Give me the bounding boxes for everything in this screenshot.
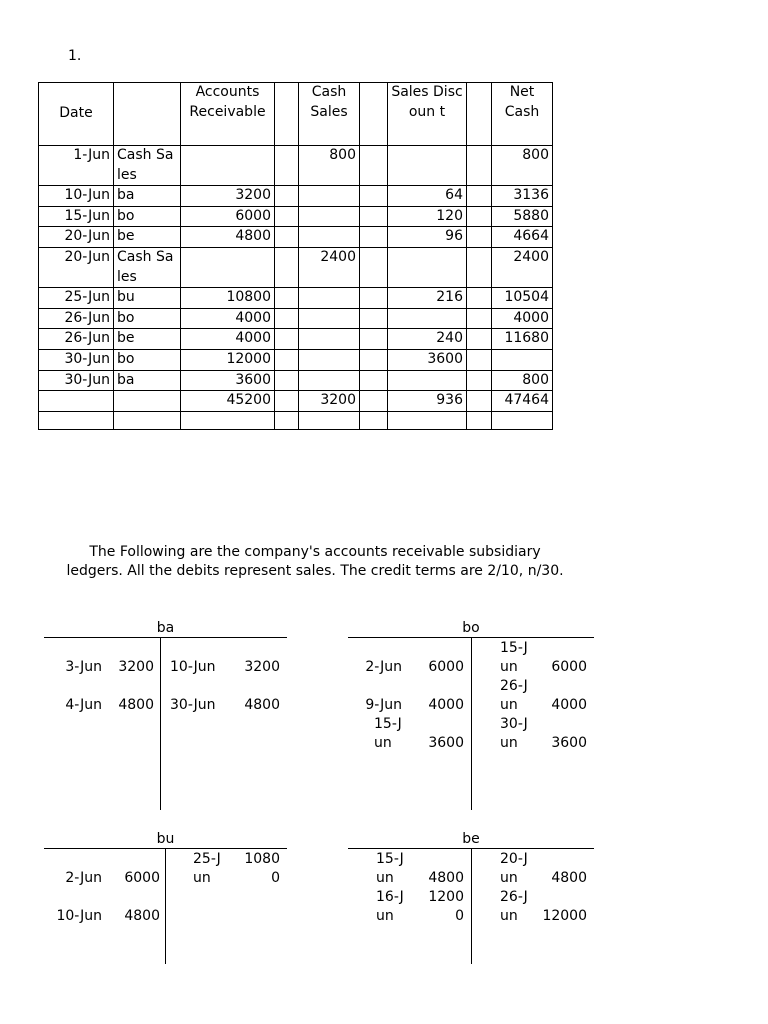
journal-row [39, 247, 553, 287]
cell-sales-discount: 3600 [388, 349, 467, 370]
credit-amount: 4800 [244, 697, 280, 713]
debit-date: 9-Jun [365, 697, 402, 713]
journal-row [39, 329, 553, 350]
cell-spacer [467, 186, 492, 207]
t-account-title: bo [462, 620, 480, 636]
credit-date: 26-Jun [500, 678, 528, 713]
cell-date: 20-Jun [39, 227, 114, 248]
cell-spacer [275, 288, 299, 309]
debit-amount: 6000 [124, 870, 160, 886]
cell-spacer [360, 329, 388, 350]
debit-date: 16-Jun [376, 889, 404, 924]
debit-date: 4-Jun [65, 697, 102, 713]
t-account-title: be [462, 831, 480, 847]
debit-date: 2-Jun [65, 870, 102, 886]
cell-accounts-receivable: 45200 [181, 391, 275, 412]
cell-date: 25-Jun [39, 288, 114, 309]
cell-account: Cash Sales [114, 247, 181, 287]
cell-date: 10-Jun [39, 186, 114, 207]
cell-date [39, 391, 114, 412]
cell-spacer [467, 288, 492, 309]
credit-amount: 3200 [244, 659, 280, 675]
cell-spacer [360, 308, 388, 329]
cell-accounts-receivable [181, 247, 275, 287]
journal-row [39, 186, 553, 207]
cell-spacer [467, 206, 492, 227]
cell-net-cash: 47464 [492, 391, 553, 412]
cell-accounts-receivable: 10800 [181, 288, 275, 309]
debit-amount: 4800 [118, 697, 154, 713]
credit-amount: 4000 [551, 697, 587, 713]
cell-account: bo [114, 308, 181, 329]
t-account-divider [160, 637, 161, 810]
t-account-divider [165, 848, 166, 964]
credit-date: 30-Jun [500, 716, 528, 751]
cell-cash-sales [299, 227, 360, 248]
t-account-bu [44, 831, 287, 965]
credit-amount: 4800 [551, 870, 587, 886]
cell-accounts-receivable: 4000 [181, 329, 275, 350]
credit-date: 26-Jun [500, 889, 528, 924]
debit-date: 10-Jun [56, 908, 102, 924]
cell-sales-discount: 120 [388, 206, 467, 227]
cell-empty [388, 411, 467, 429]
ledger-note: The Following are the company's accounts receivable subsidiary ledgers. All the debits represent sales. The credit terms are 2/10, n/30. [66, 544, 564, 579]
cell-net-cash: 800 [492, 146, 553, 186]
cell-sales-discount [388, 247, 467, 287]
cell-spacer [467, 247, 492, 287]
cell-cash-sales [299, 308, 360, 329]
cell-net-cash: 4664 [492, 227, 553, 248]
cell-accounts-receivable: 4000 [181, 308, 275, 329]
debit-amount: 4800 [124, 908, 160, 924]
header-cash-sales: Cash Sales [299, 83, 360, 146]
header-sales-discount: Sales Discoun t [388, 83, 467, 146]
cell-account: bo [114, 206, 181, 227]
cell-spacer [275, 227, 299, 248]
cell-cash-sales [299, 329, 360, 350]
cell-accounts-receivable: 4800 [181, 227, 275, 248]
cell-empty [39, 411, 114, 429]
cash-receipts-journal [38, 82, 553, 430]
debit-amount: 3600 [428, 735, 464, 751]
journal-row [39, 349, 553, 370]
cell-sales-discount [388, 308, 467, 329]
cell-spacer [467, 329, 492, 350]
debit-date: 2-Jun [365, 659, 402, 675]
journal-row [39, 391, 553, 412]
cell-net-cash: 5880 [492, 206, 553, 227]
cell-date: 30-Jun [39, 370, 114, 391]
cell-empty [181, 411, 275, 429]
cell-spacer [467, 146, 492, 186]
cell-spacer [360, 186, 388, 207]
t-account-divider [471, 848, 472, 964]
cell-spacer [467, 308, 492, 329]
cell-cash-sales [299, 186, 360, 207]
journal-row-empty [39, 411, 553, 429]
cell-empty [299, 411, 360, 429]
header-account [114, 83, 181, 146]
t-account-divider [471, 637, 472, 810]
cell-empty [114, 411, 181, 429]
cell-empty [275, 411, 299, 429]
t-account-be [348, 831, 594, 965]
header-date: Date [39, 83, 114, 146]
credit-date: 20-Jun [500, 851, 528, 886]
cell-accounts-receivable: 12000 [181, 349, 275, 370]
credit-amount: 10800 [244, 851, 280, 886]
cell-date: 1-Jun [39, 146, 114, 186]
cell-date: 30-Jun [39, 349, 114, 370]
header-accounts-receivable: Accounts Receivable [181, 83, 275, 146]
credit-amount: 6000 [551, 659, 587, 675]
cell-spacer [275, 206, 299, 227]
cell-spacer [467, 227, 492, 248]
cell-sales-discount: 936 [388, 391, 467, 412]
cell-sales-discount: 216 [388, 288, 467, 309]
cell-date: 26-Jun [39, 329, 114, 350]
debit-amount: 3200 [118, 659, 154, 675]
debit-amount: 6000 [428, 659, 464, 675]
credit-date: 15-Jun [500, 640, 528, 675]
journal-row [39, 146, 553, 186]
cell-spacer [275, 308, 299, 329]
cell-date: 15-Jun [39, 206, 114, 227]
cell-date: 20-Jun [39, 247, 114, 287]
cell-spacer [360, 288, 388, 309]
t-account-bo [348, 620, 594, 810]
cell-sales-discount: 96 [388, 227, 467, 248]
header-spacer-3 [467, 83, 492, 146]
cell-accounts-receivable: 3200 [181, 186, 275, 207]
cell-account: be [114, 329, 181, 350]
debit-amount: 4000 [428, 697, 464, 713]
cell-date: 26-Jun [39, 308, 114, 329]
header-spacer-1 [275, 83, 299, 146]
t-account-ba [44, 620, 287, 810]
cell-spacer [360, 349, 388, 370]
debit-date: 15-Jun [376, 851, 404, 886]
cell-cash-sales [299, 370, 360, 391]
t-account-top-rule [44, 637, 287, 638]
cell-spacer [467, 349, 492, 370]
journal-row [39, 370, 553, 391]
cell-spacer [275, 391, 299, 412]
cell-account: ba [114, 370, 181, 391]
debit-amount: 4800 [428, 870, 464, 886]
cell-spacer [360, 146, 388, 186]
cell-spacer [275, 146, 299, 186]
debit-date [348, 715, 402, 753]
cell-cash-sales: 800 [299, 146, 360, 186]
cell-account: Cash Sales [114, 146, 181, 186]
cell-cash-sales [299, 288, 360, 309]
cell-cash-sales: 2400 [299, 247, 360, 287]
cell-sales-discount [388, 370, 467, 391]
question-number: 1. [68, 48, 82, 64]
cell-cash-sales [299, 349, 360, 370]
cell-net-cash: 3136 [492, 186, 553, 207]
cell-accounts-receivable: 6000 [181, 206, 275, 227]
debit-date: 3-Jun [65, 659, 102, 675]
cell-spacer [275, 247, 299, 287]
cell-account: ba [114, 186, 181, 207]
cell-sales-discount: 240 [388, 329, 467, 350]
cell-cash-sales [299, 206, 360, 227]
cell-account [114, 391, 181, 412]
t-account-title: ba [156, 620, 175, 636]
cell-net-cash: 800 [492, 370, 553, 391]
cell-spacer [275, 329, 299, 350]
credit-amount: 12000 [542, 908, 587, 924]
credit-date: 10-Jun [170, 659, 216, 675]
credit-amount: 3600 [551, 735, 587, 751]
journal-row [39, 227, 553, 248]
credit-date: 25-Jun [193, 851, 221, 886]
header-net-cash: Net Cash [492, 83, 553, 146]
cell-empty [467, 411, 492, 429]
cell-spacer [275, 370, 299, 391]
cell-spacer [360, 370, 388, 391]
cell-net-cash [492, 349, 553, 370]
cell-spacer [275, 349, 299, 370]
cell-net-cash: 10504 [492, 288, 553, 309]
cell-net-cash: 2400 [492, 247, 553, 287]
cell-accounts-receivable [181, 146, 275, 186]
cell-account: bu [114, 288, 181, 309]
cell-accounts-receivable: 3600 [181, 370, 275, 391]
cell-cash-sales: 3200 [299, 391, 360, 412]
cell-spacer [360, 206, 388, 227]
journal-row [39, 288, 553, 309]
t-account-title: bu [156, 831, 175, 847]
journal-header-row [39, 83, 553, 146]
cell-spacer [275, 186, 299, 207]
cell-sales-discount [388, 146, 467, 186]
credit-date: 30-Jun [170, 697, 216, 713]
cell-account: bo [114, 349, 181, 370]
cell-net-cash: 11680 [492, 329, 553, 350]
journal-body [39, 146, 553, 430]
header-spacer-2 [360, 83, 388, 146]
cell-spacer [360, 391, 388, 412]
debit-amount: 12000 [428, 889, 464, 924]
cell-spacer [360, 227, 388, 248]
cell-account: be [114, 227, 181, 248]
cell-spacer [360, 247, 388, 287]
cell-empty [360, 411, 388, 429]
cell-net-cash: 4000 [492, 308, 553, 329]
journal-row [39, 308, 553, 329]
cell-empty [492, 411, 553, 429]
cell-spacer [467, 370, 492, 391]
debit-date-text: 15-Jun [374, 716, 402, 751]
cell-sales-discount: 64 [388, 186, 467, 207]
cell-spacer [467, 391, 492, 412]
journal-row [39, 206, 553, 227]
